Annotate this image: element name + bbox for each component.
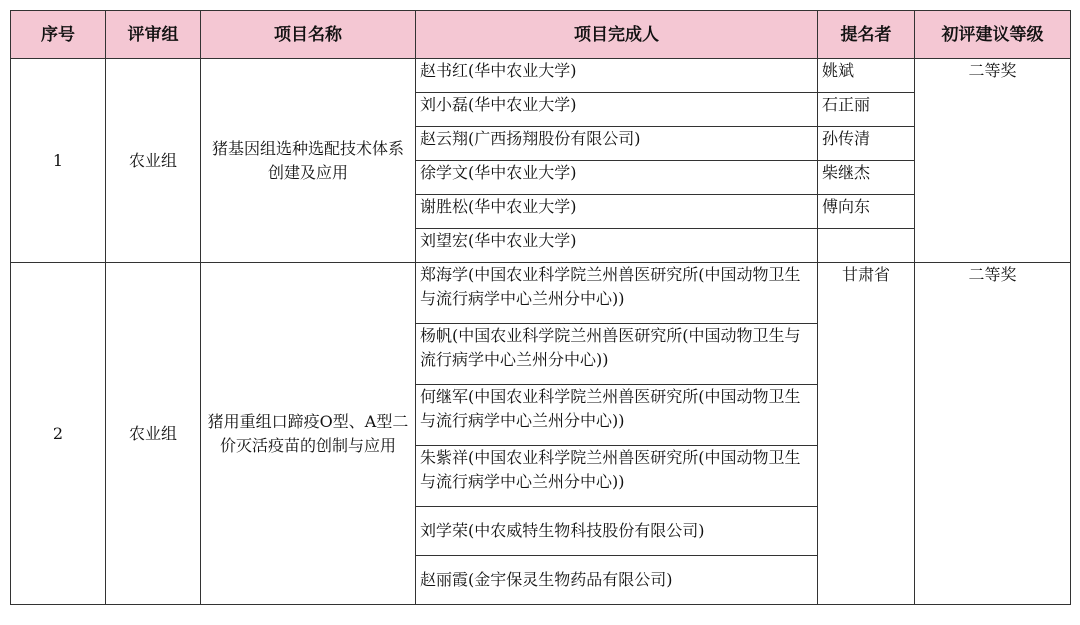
award-table [10, 10, 1071, 605]
completer-cell: 徐学文(华中农业大学) [416, 161, 818, 195]
header-no: 序号 [11, 11, 106, 59]
nominator-cell: 孙传清 [818, 127, 915, 161]
completer-cell: 何继军(中国农业科学院兰州兽医研究所(中国动物卫生与流行病学中心兰州分中心)) [416, 385, 818, 446]
nominator-cell: 姚斌 [818, 59, 915, 93]
completer-cell: 谢胜松(华中农业大学) [416, 195, 818, 229]
header-nominator: 提名者 [818, 11, 915, 59]
completer-cell: 赵丽霞(金宇保灵生物药品有限公司) [416, 556, 818, 605]
header-level: 初评建议等级 [915, 11, 1071, 59]
project-group: 农业组 [106, 263, 201, 605]
header-row [11, 11, 1071, 59]
completer-cell: 赵云翔(广西扬翔股份有限公司) [416, 127, 818, 161]
nominator-cell: 柴继杰 [818, 161, 915, 195]
table-row [11, 59, 1071, 93]
header-completers: 项目完成人 [416, 11, 818, 59]
completer-cell: 郑海学(中国农业科学院兰州兽医研究所(中国动物卫生与流行病学中心兰州分中心)) [416, 263, 818, 324]
completer-cell: 刘小磊(华中农业大学) [416, 93, 818, 127]
project-level: 二等奖 [915, 263, 1071, 605]
header-group: 评审组 [106, 11, 201, 59]
nominator-cell: 傅向东 [818, 195, 915, 229]
completer-cell: 杨帆(中国农业科学院兰州兽医研究所(中国动物卫生与流行病学中心兰州分中心)) [416, 324, 818, 385]
completer-cell: 赵书红(华中农业大学) [416, 59, 818, 93]
completer-cell: 朱紫祥(中国农业科学院兰州兽医研究所(中国动物卫生与流行病学中心兰州分中心)) [416, 446, 818, 507]
project-group: 农业组 [106, 59, 201, 263]
header-project-name: 项目名称 [201, 11, 416, 59]
project-no: 1 [11, 59, 106, 263]
nominator-cell [818, 229, 915, 263]
project-name: 猪用重组口蹄疫O型、A型二价灭活疫苗的创制与应用 [201, 263, 416, 605]
project-name: 猪基因组选种选配技术体系创建及应用 [201, 59, 416, 263]
project-no: 2 [11, 263, 106, 605]
table-row [11, 263, 1071, 324]
completer-cell: 刘望宏(华中农业大学) [416, 229, 818, 263]
project-nominator: 甘肃省 [818, 263, 915, 605]
nominator-cell: 石正丽 [818, 93, 915, 127]
project-level: 二等奖 [915, 59, 1071, 263]
completer-cell: 刘学荣(中农威特生物科技股份有限公司) [416, 507, 818, 556]
